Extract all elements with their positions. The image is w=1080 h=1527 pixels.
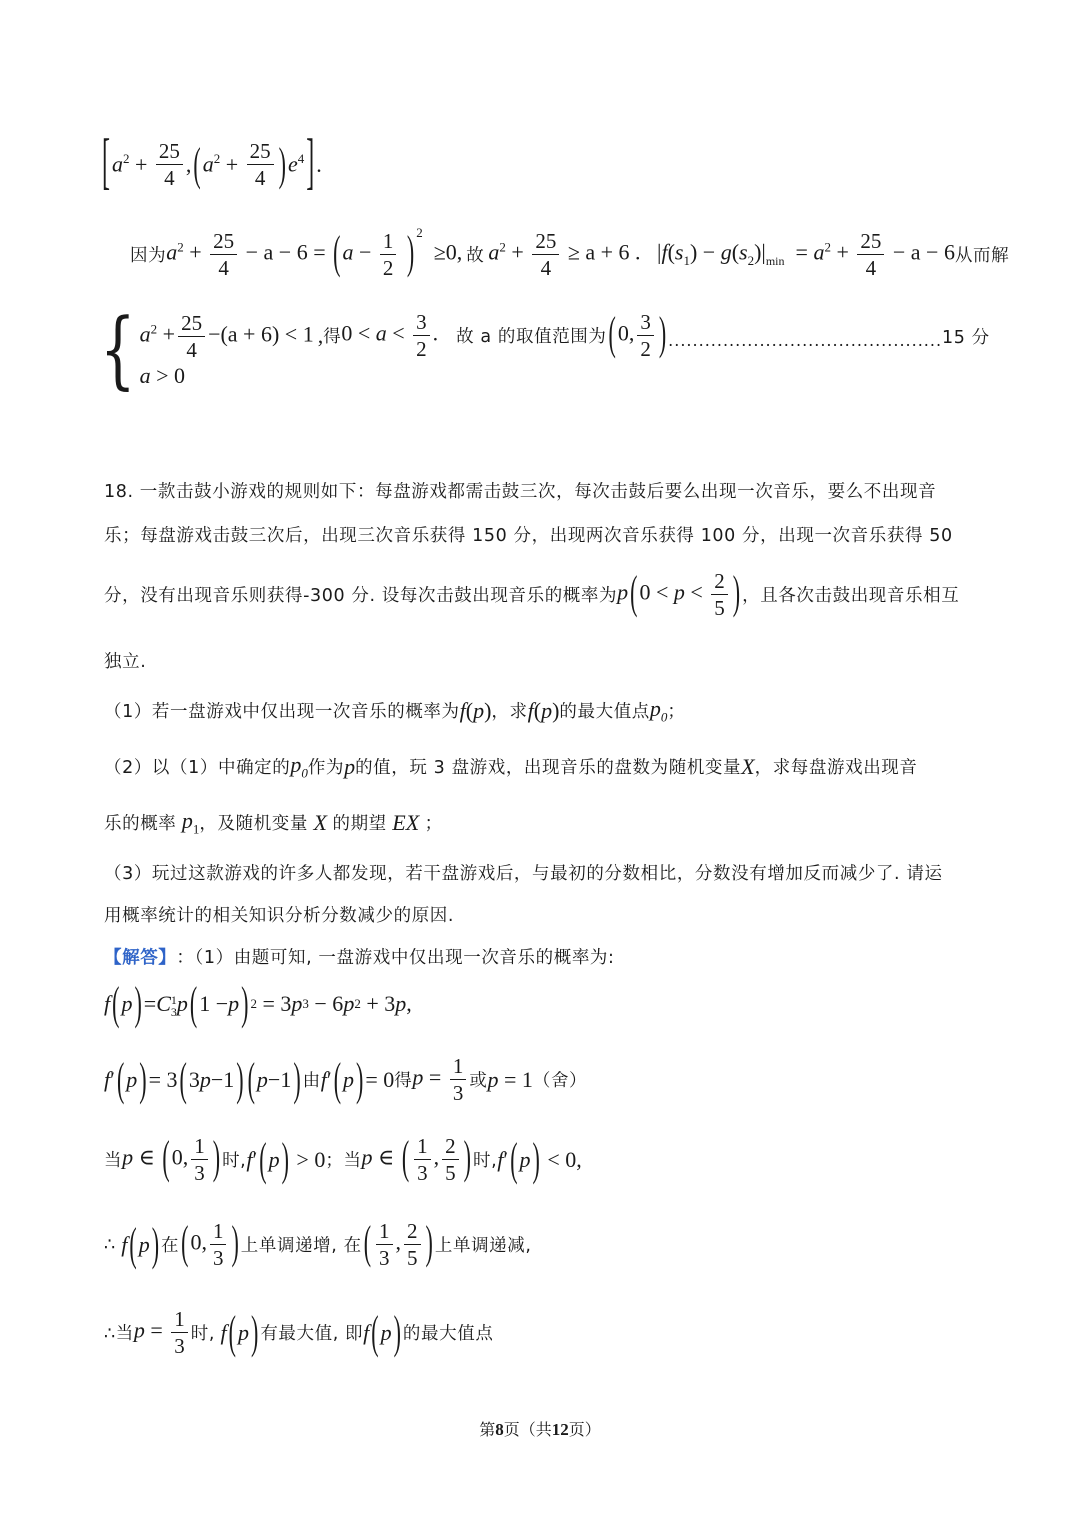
interval-expression: [ $a^2$ + $\frac{25}{4}$ , ( $a^2$ + $\frac{25}{4}$ ) $e^4$ ] . [102, 129, 322, 198]
system-line: { $a^2$ + $\frac{25}{4}$ −(a + 6) < 1 a > 0 , 得 0 < a < $\frac{3}{2}$ . 故 a 的取值范围为 (0, $\frac{3}{2}$ ) ............................................. 15 分 [100, 301, 990, 399]
score-dots: ............................................. [668, 331, 943, 351]
answer-line-3: 当 p ∈ (0, $\frac{1}{3}$ ) 时, f′(p) > 0 ；当 p ∈ ( $\frac{1}{3}$ , $\frac{2}{5}$ ) 时, f′(p) < 0, [104, 1130, 582, 1186]
page-number: 8 [495, 1420, 504, 1439]
brace-symbol: { [100, 301, 136, 399]
question-3-line-2: 用概率统计的相关知识分析分数减少的原因. [104, 906, 455, 926]
q1-text-c: 的最大值点 [559, 702, 650, 723]
a4-text-dec: 上单调递减, [434, 1236, 532, 1257]
answer-intro: ：（1）由题可知, 一盘游戏中仅出现一次音乐的概率为: [176, 948, 615, 968]
a2-text-or: 或 [469, 1071, 488, 1092]
a2-text-by: 由 [302, 1071, 321, 1092]
answer-line-4: ∴ f(p) 在 (0, $\frac{1}{3}$ ) 上单调递增, 在 ( $\frac{1}{3}$ , $\frac{2}{5}$ ) 上单调递减, [104, 1215, 532, 1271]
answer-header [104, 944, 615, 969]
a4-therefore: ∴ [104, 1234, 116, 1255]
q2-text-a: （2）以（1）中确定的 [104, 758, 291, 779]
text-get: 得 [323, 327, 342, 348]
q1-text-d: ； [667, 702, 686, 723]
q2-text-c: 的值，玩 3 盘游戏，出现音乐的盘数为随机变量 [355, 758, 742, 779]
problem-line-3-tail: ，且各次击鼓出现音乐相互 [742, 586, 960, 607]
page-total: 12 [551, 1420, 569, 1439]
problem-line-3-text: 分，没有出现音乐则获得-300 分. 设每次击鼓出现音乐的概率为 [104, 586, 618, 607]
q1-text-b: ，求 [491, 702, 528, 723]
text-therefore: 故 [466, 246, 485, 267]
score-label: 15 分 [942, 328, 990, 349]
q2-text-f: ，及随机变量 [199, 814, 309, 835]
a2-text-get: 得 [394, 1071, 413, 1092]
inequality-line: 因为 $a^2$ + $\frac{25}{4}$ − a − 6 = (a − $\frac{1}{2}$ ) $^2$ ≥0, 故 $a^2$ + $\frac{25}{4}$ ≥ a + 6 . $|f(s_1) - g(s_2)|_{min} = a^2$ + $\frac{25}{4}$ − a − 6 从而解 [130, 225, 1010, 281]
question-1: （1）若一盘游戏中仅出现一次音乐的概率为 f(p) ，求 f(p) 的最大值点 $p_0$ ； [104, 696, 686, 725]
q1-text-a: （1）若一盘游戏中仅出现一次音乐的概率为 [104, 702, 460, 723]
page-footer [0, 1417, 1080, 1440]
a5-text-maxpoint: 的最大值点 [402, 1324, 494, 1345]
a5-therefore-when: ∴当 [104, 1324, 134, 1345]
q2-text-h: ； [424, 814, 443, 835]
a2-text-reject: （舍） [532, 1071, 588, 1092]
text-because: 因为 [130, 246, 167, 267]
answer-line-5: ∴当 p = $\frac{1}{3}$ 时, f(p) 有最大值, 即 f(p) 的最大值点 [104, 1305, 494, 1359]
question-2: （2）以（1）中确定的 $p_0$ 作为 p 的值，玩 3 盘游戏，出现音乐的盘数为随机变量 X ，求每盘游戏出现音 [104, 752, 918, 781]
answer-line-2: f′(p)= 3(3p−1) (p−1) 由 f′(p)= 0 得 p = $\frac{1}{3}$ 或 p = 1 （舍） [104, 1052, 588, 1106]
a5-text-time: 时, [190, 1324, 216, 1345]
a5-text-max: 有最大值, 即 [260, 1324, 364, 1345]
text-thus-solve: 从而解 [954, 246, 1010, 267]
question-2-cont: 乐的概率 $p_1$ ，及随机变量 X 的期望 EX ； [104, 808, 443, 837]
footer-mid: 页（共 [503, 1420, 552, 1439]
footer-post: 页） [568, 1420, 601, 1439]
problem-line-4: 独立. [104, 652, 147, 672]
q2-text-e: 乐的概率 [104, 814, 177, 835]
question-3-line-1: （3）玩过这款游戏的许多人都发现，若干盘游戏后，与最初的分数相比，分数没有增加反而减少了. 请运 [104, 864, 943, 884]
text-range: 故 a 的取值范围为 [456, 327, 607, 348]
a4-text-in: 在 [161, 1236, 180, 1257]
q2-text-b: 作为 [307, 758, 345, 779]
problem-line-1: 18. 一款击鼓小游戏的规则如下：每盘游戏都需击鼓三次，每次击鼓后要么出现一次音乐，要么不出现音 [104, 482, 937, 502]
q2-text-g: 的期望 [332, 814, 387, 835]
answer-line-1: f ( p ) = C 1 3 p ( 1 − p ) 2 = 3 p 3 − 6 p 2 + 3 p , [104, 976, 412, 1030]
a3-text-when-2: ；当 [325, 1151, 362, 1172]
problem-line-3: 分，没有出现音乐则获得-300 分. 设每次击鼓出现音乐的概率为 p(0 < p < $\frac{2}{5}$ ) ，且各次击鼓出现音乐相互 [104, 565, 960, 621]
a4-text-inc: 上单调递增, 在 [240, 1236, 362, 1257]
a3-text-time-1: 时, [222, 1151, 247, 1172]
a3-text-when: 当 [104, 1151, 123, 1172]
footer-pre: 第 [479, 1420, 496, 1439]
q2-text-d: ，求每盘游戏出现音 [754, 758, 918, 779]
problem-line-2: 乐；每盘游戏击鼓三次后，出现三次音乐获得 150 分，出现两次音乐获得 100 分，出现一次音乐获得 50 [104, 526, 953, 546]
a3-text-time-2: 时, [473, 1151, 498, 1172]
answer-label: 【解答】 [104, 948, 177, 968]
